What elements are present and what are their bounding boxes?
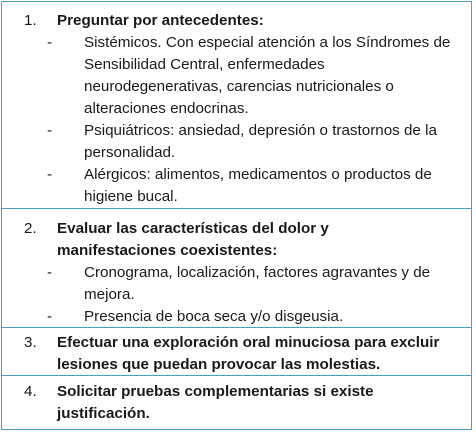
dash-bullet: - [47, 264, 53, 281]
sub-list [47, 32, 463, 208]
protocol-table [1, 1, 472, 430]
item-number: 2. [24, 220, 37, 237]
dash-bullet: - [47, 166, 53, 183]
list-item [47, 306, 463, 328]
item-number: 4. [24, 383, 37, 400]
item-title: Solicitar pruebas complementarias si existe justificación. [57, 383, 374, 422]
dash-bullet: - [47, 308, 53, 325]
table-row [2, 2, 471, 208]
list-item [47, 164, 463, 208]
item-number: 3. [24, 334, 37, 351]
dash-bullet: - [47, 122, 53, 139]
list-item [47, 262, 463, 306]
list-item [47, 32, 463, 120]
list-item-text: Cronograma, localización, factores agravantes y de mejora. [84, 264, 431, 303]
item-title: Preguntar por antecedentes: [57, 12, 264, 29]
item-number: 1. [24, 12, 37, 29]
list-item [47, 120, 463, 164]
list-item-text: Presencia de boca seca y/o disgeusia. [84, 308, 344, 325]
list-item-text: Psiquiátricos: ansiedad, depresión o trastornos de la personalidad. [84, 122, 437, 161]
item-title: Efectuar una exploración oral minuciosa para excluir lesiones que puedan provocar las molestias. [57, 334, 440, 373]
list-item-text: Sistémicos. Con especial atención a los Síndromes de Sensibilidad Central, enfermedades neurodegenerativas, carencias nutricionales o alteraciones endocrinas. [84, 34, 451, 117]
item-title: Evaluar las características del dolor y manifestaciones coexistentes: [57, 220, 329, 259]
list-item-text: Alérgicos: alimentos, medicamentos o productos de higiene bucal. [84, 166, 432, 205]
sub-list [47, 262, 463, 328]
table-row [2, 376, 471, 430]
table-row [2, 328, 471, 378]
table-row [2, 209, 471, 327]
dash-bullet: - [47, 34, 53, 51]
